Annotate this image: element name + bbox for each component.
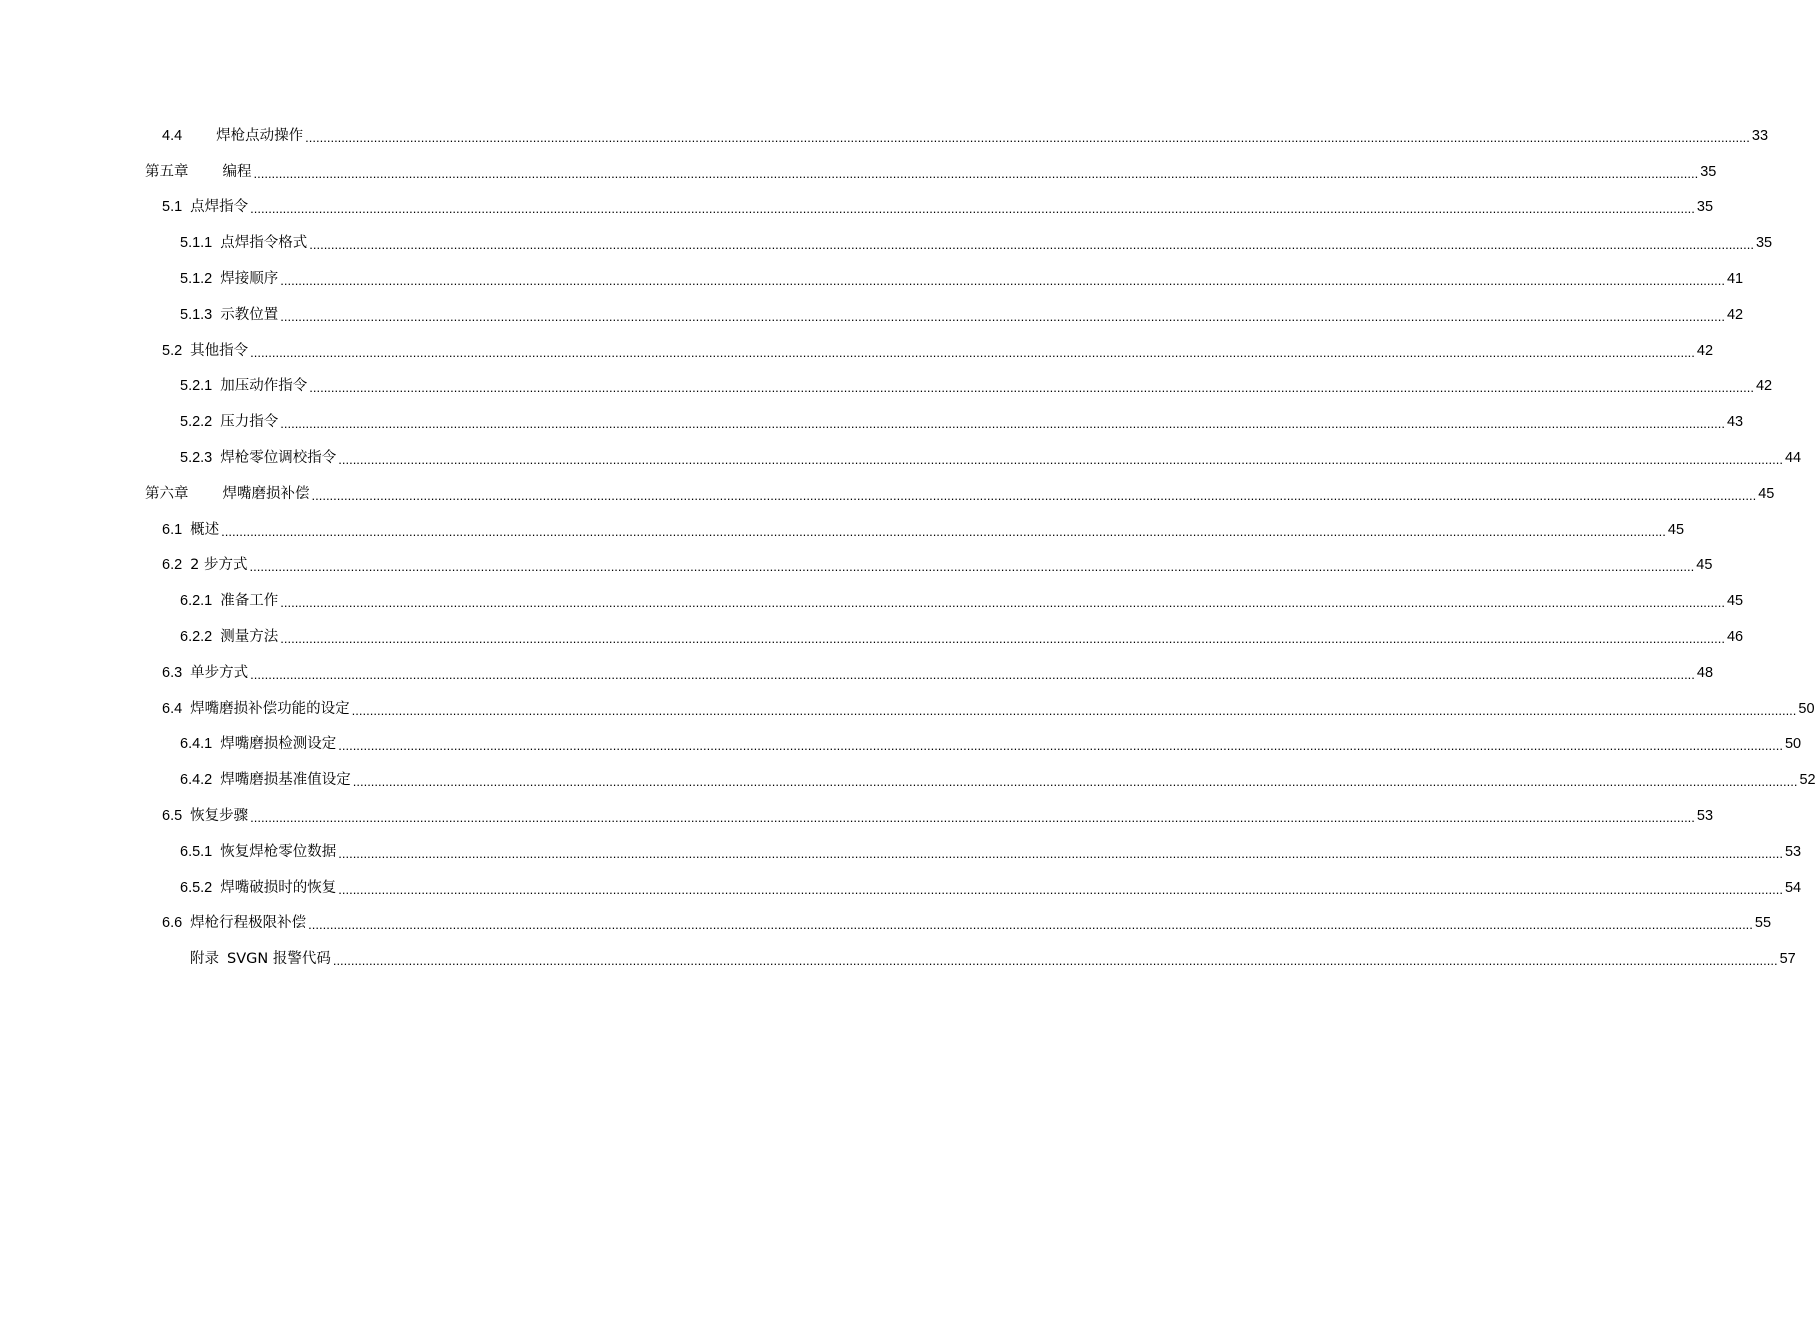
- toc-entry-number: 5.1.1: [180, 235, 213, 252]
- toc-page-number: 33: [1751, 127, 1769, 144]
- toc-dot-leader: ................................................................................................................................................................................................................................................................................................................................................................................................................: [309, 380, 1754, 396]
- toc-dot-leader: ................................................................................................................................................................................................................................................................................................................................................................................................................: [338, 738, 1783, 754]
- toc-entry[interactable]: [0, 512, 1685, 548]
- toc-entry[interactable]: [0, 476, 1775, 512]
- toc-entry-title: SVGN 报警代码: [227, 951, 331, 968]
- toc-page-number: 55: [1754, 915, 1772, 932]
- toc-page-number: 42: [1755, 378, 1773, 395]
- toc-entry-title: 概述: [190, 521, 220, 538]
- toc-dot-leader: ................................................................................................................................................................................................................................................................................................................................................................................................................: [352, 774, 1798, 790]
- table-of-contents: [0, 118, 1816, 977]
- toc-entry[interactable]: [0, 190, 1714, 226]
- toc-page-number: 53: [1784, 843, 1802, 860]
- toc-entry-title: 焊嘴磨损检测设定: [220, 736, 337, 753]
- toc-dot-leader: ................................................................................................................................................................................................................................................................................................................................................................................................................: [311, 487, 1757, 503]
- toc-dot-leader: ................................................................................................................................................................................................................................................................................................................................................................................................................: [249, 559, 1695, 575]
- toc-dot-leader: ................................................................................................................................................................................................................................................................................................................................................................................................................: [250, 201, 1695, 217]
- toc-dot-leader: ................................................................................................................................................................................................................................................................................................................................................................................................................: [332, 953, 1778, 969]
- toc-entry-number: 6.4.2: [180, 772, 213, 789]
- toc-entry-label: [180, 627, 278, 647]
- toc-entry-label: [180, 233, 307, 253]
- toc-entry-label: [180, 448, 336, 468]
- toc-entry-label: [162, 197, 248, 217]
- toc-entry-title: 焊嘴磨损补偿: [222, 485, 310, 502]
- toc-page-number: 45: [1696, 557, 1713, 574]
- toc-page-number: 35: [1755, 235, 1773, 252]
- toc-dot-leader: ................................................................................................................................................................................................................................................................................................................................................................................................................: [250, 666, 1695, 682]
- toc-entry[interactable]: [0, 619, 1744, 655]
- toc-page-number: 43: [1726, 414, 1744, 431]
- toc-entry-title: 2 步方式: [190, 557, 248, 574]
- toc-page-number: 46: [1726, 629, 1744, 646]
- toc-entry-label: [162, 699, 350, 719]
- toc-page-number: 44: [1784, 450, 1802, 467]
- toc-entry-number: 5.2.1: [180, 378, 213, 395]
- toc-entry[interactable]: [0, 906, 1772, 942]
- toc-entry-title: 点焊指令格式: [220, 235, 308, 252]
- toc-entry-title: 焊接顺序: [220, 271, 279, 288]
- toc-entry[interactable]: [0, 655, 1714, 691]
- toc-entry-label: [162, 126, 303, 146]
- toc-entry-label: [180, 842, 336, 862]
- toc-dot-leader: ................................................................................................................................................................................................................................................................................................................................................................................................................: [221, 523, 1666, 539]
- toc-page-number: 35: [1700, 163, 1717, 180]
- toc-entry-number: 5.2: [162, 342, 183, 359]
- toc-page-number: 48: [1696, 664, 1714, 681]
- toc-dot-leader: ................................................................................................................................................................................................................................................................................................................................................................................................................: [309, 237, 1754, 253]
- toc-dot-leader: ................................................................................................................................................................................................................................................................................................................................................................................................................: [280, 416, 1725, 432]
- toc-page-number: 42: [1696, 342, 1714, 359]
- toc-entry-title: 恢复步骤: [190, 808, 249, 825]
- toc-entry-label: [145, 162, 252, 182]
- toc-entry-number: 5.2.2: [180, 414, 213, 431]
- toc-entry[interactable]: [0, 297, 1744, 333]
- toc-page-number: 45: [1726, 593, 1744, 610]
- toc-entry-title: 测量方法: [220, 629, 279, 646]
- toc-entry[interactable]: [0, 333, 1714, 369]
- toc-dot-leader: ................................................................................................................................................................................................................................................................................................................................................................................................................: [338, 452, 1783, 468]
- toc-dot-leader: ................................................................................................................................................................................................................................................................................................................................................................................................................: [280, 308, 1725, 324]
- toc-page-number: 45: [1758, 485, 1775, 502]
- toc-entry-label: [162, 520, 219, 540]
- toc-entry-number: 6.6: [162, 915, 183, 932]
- toc-page-number: 50: [1798, 700, 1815, 717]
- toc-page-number: 54: [1784, 879, 1802, 896]
- toc-entry-number: 6.5.1: [180, 843, 213, 860]
- toc-entry[interactable]: [0, 691, 1815, 727]
- toc-entry-title: 准备工作: [220, 593, 279, 610]
- toc-entry-label: [180, 734, 336, 754]
- toc-dot-leader: ................................................................................................................................................................................................................................................................................................................................................................................................................: [250, 344, 1695, 360]
- toc-dot-leader: ................................................................................................................................................................................................................................................................................................................................................................................................................: [280, 273, 1725, 289]
- toc-entry-label: [180, 269, 278, 289]
- toc-entry[interactable]: [0, 404, 1744, 440]
- toc-dot-leader: ................................................................................................................................................................................................................................................................................................................................................................................................................: [351, 702, 1797, 718]
- toc-page-number: 57: [1779, 951, 1796, 968]
- toc-entry[interactable]: [0, 583, 1744, 619]
- toc-entry[interactable]: [0, 225, 1773, 261]
- toc-page-number: 45: [1667, 521, 1685, 538]
- toc-page-number: 35: [1696, 199, 1714, 216]
- toc-entry-label: [180, 376, 307, 396]
- toc-page-number: 42: [1726, 306, 1744, 323]
- toc-entry-title: 单步方式: [190, 664, 249, 681]
- toc-entry-number: 6.2.2: [180, 629, 213, 646]
- toc-dot-leader: ................................................................................................................................................................................................................................................................................................................................................................................................................: [338, 845, 1783, 861]
- toc-entry[interactable]: [0, 834, 1802, 870]
- toc-entry-title: 加压动作指令: [220, 378, 308, 395]
- toc-entry-title: 焊嘴磨损基准值设定: [220, 772, 351, 789]
- toc-dot-leader: ................................................................................................................................................................................................................................................................................................................................................................................................................: [305, 129, 1750, 145]
- toc-dot-leader: ................................................................................................................................................................................................................................................................................................................................................................................................................: [308, 917, 1753, 933]
- toc-entry-number: 6.5: [162, 808, 183, 825]
- toc-entry-label: [190, 949, 331, 969]
- toc-entry-label: [180, 412, 278, 432]
- toc-entry-number: 6.1: [162, 521, 183, 538]
- toc-entry-title: 恢复焊枪零位数据: [220, 843, 337, 860]
- toc-entry-number: 6.4: [162, 700, 183, 717]
- toc-page-number: 41: [1726, 271, 1744, 288]
- toc-dot-leader: ................................................................................................................................................................................................................................................................................................................................................................................................................: [338, 881, 1783, 897]
- toc-entry-title: 其他指令: [190, 342, 249, 359]
- toc-entry-label: [162, 913, 306, 933]
- toc-entry-label: [162, 555, 248, 575]
- toc-entry-number: 6.3: [162, 664, 183, 681]
- toc-entry-title: 示教位置: [220, 306, 279, 323]
- toc-entry-number: 6.2: [162, 557, 183, 574]
- toc-entry-number: 5.1.2: [180, 271, 213, 288]
- toc-entry[interactable]: [0, 941, 1796, 977]
- toc-entry-number: 5.1: [162, 199, 183, 216]
- toc-entry-number: 第五章: [145, 163, 189, 180]
- toc-entry-label: [145, 484, 310, 504]
- toc-entry-label: [180, 878, 336, 898]
- toc-entry[interactable]: [0, 369, 1773, 405]
- toc-entry[interactable]: [0, 798, 1714, 834]
- toc-entry-title: 焊嘴破损时的恢复: [220, 879, 337, 896]
- toc-entry-title: 焊枪点动操作: [216, 127, 304, 144]
- toc-entry-label: [180, 591, 278, 611]
- toc-entry-title: 编程: [222, 163, 252, 180]
- toc-entry[interactable]: [0, 261, 1744, 297]
- toc-entry[interactable]: [0, 440, 1802, 476]
- toc-dot-leader: ................................................................................................................................................................................................................................................................................................................................................................................................................: [253, 165, 1699, 181]
- toc-entry-title: 焊嘴磨损补偿功能的设定: [190, 700, 350, 717]
- toc-entry-number: 第六章: [145, 485, 189, 502]
- toc-entry-title: 焊枪零位调校指令: [220, 450, 337, 467]
- toc-entry[interactable]: [0, 727, 1802, 763]
- toc-entry-label: [162, 806, 248, 826]
- toc-dot-leader: ................................................................................................................................................................................................................................................................................................................................................................................................................: [280, 595, 1725, 611]
- toc-entry[interactable]: [0, 154, 1717, 190]
- toc-entry-number: 附录: [190, 951, 219, 968]
- toc-entry-number: 6.2.1: [180, 593, 213, 610]
- toc-entry-label: [162, 341, 248, 361]
- toc-dot-leader: ................................................................................................................................................................................................................................................................................................................................................................................................................: [250, 810, 1695, 826]
- toc-entry-number: 5.1.3: [180, 306, 213, 323]
- toc-page-number: 53: [1696, 808, 1714, 825]
- toc-entry-number: 5.2.3: [180, 450, 213, 467]
- toc-entry-number: 6.4.1: [180, 736, 213, 753]
- toc-entry-title: 压力指令: [220, 414, 279, 431]
- toc-entry[interactable]: [0, 870, 1802, 906]
- toc-page-number: 50: [1784, 736, 1802, 753]
- toc-entry[interactable]: [0, 762, 1816, 798]
- toc-entry-label: [180, 770, 351, 790]
- toc-entry-label: [180, 305, 278, 325]
- toc-entry-number: 6.5.2: [180, 879, 213, 896]
- toc-page-number: 52: [1799, 772, 1816, 789]
- toc-entry-title: 焊枪行程极限补偿: [190, 915, 307, 932]
- toc-entry-title: 点焊指令: [190, 199, 249, 216]
- toc-entry-label: [162, 663, 248, 683]
- toc-entry[interactable]: [0, 548, 1713, 584]
- toc-entry[interactable]: [0, 118, 1769, 154]
- toc-dot-leader: ................................................................................................................................................................................................................................................................................................................................................................................................................: [280, 631, 1725, 647]
- toc-entry-number: 4.4: [162, 127, 183, 144]
